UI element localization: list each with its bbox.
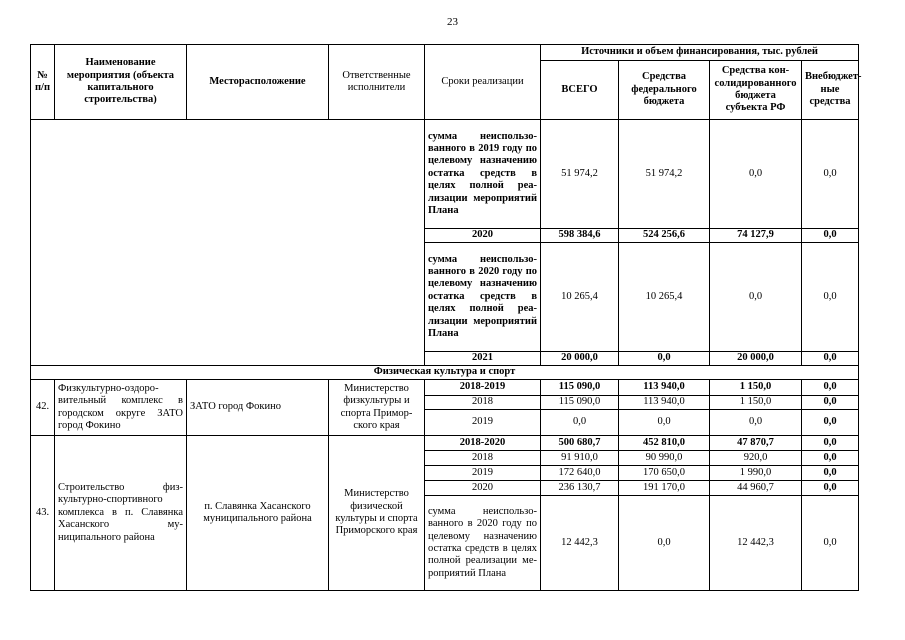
period-cell: 2019 [425,466,541,481]
total-cell: 115 090,0 [541,396,619,410]
offbudget-cell: 0,0 [802,229,859,243]
federal-cell: 0,0 [619,496,710,591]
regional-cell: 1 150,0 [710,380,802,396]
offbudget-cell: 0,0 [802,410,859,436]
regional-cell: 12 442,3 [710,496,802,591]
offbudget-cell: 0,0 [802,466,859,481]
regional-cell: 1 990,0 [710,466,802,481]
header-federal: Средства федерального бюджета [619,61,710,120]
section-title: Физическая культура и спорт [31,366,859,380]
offbudget-cell: 0,0 [802,380,859,396]
federal-cell: 113 940,0 [619,396,710,410]
regional-cell: 1 150,0 [710,396,802,410]
total-cell: 115 090,0 [541,380,619,396]
header-location: Месторасположение [187,45,329,120]
item-responsible: Министерство физкультуры и спорта Приморского края [329,380,425,436]
header-offbudget: Внебюджетные средства [802,61,859,120]
federal-cell: 51 974,2 [619,120,710,229]
period-cell: сумма неиспользованного в 2020 году по целевому назначению остатка средств в целях полной реализации мероприятий Плана [425,496,541,591]
federal-cell: 170 650,0 [619,466,710,481]
header-sources: Источники и объем финансирования, тыс. рублей [541,45,859,61]
header-num: № п/п [31,45,55,120]
total-cell: 236 130,7 [541,481,619,496]
offbudget-cell: 0,0 [802,120,859,229]
total-cell: 0,0 [541,410,619,436]
offbudget-cell: 0,0 [802,496,859,591]
header-responsible: Ответственные исполнители [329,45,425,120]
page-number: 23 [447,16,458,28]
table-row [31,120,859,229]
financing-table [30,44,862,591]
header-regional: Средства консолидированного бюджета субъекта РФ [710,61,802,120]
period-cell: 2021 [425,352,541,366]
federal-cell: 452 810,0 [619,436,710,451]
total-cell: 500 680,7 [541,436,619,451]
regional-cell: 0,0 [710,410,802,436]
regional-cell: 74 127,9 [710,229,802,243]
offbudget-cell: 0,0 [802,243,859,352]
total-cell: 598 384,6 [541,229,619,243]
total-cell: 12 442,3 [541,496,619,591]
period-cell: сумма неиспользованного в 2019 году по целевому назначению остатка средств в целях полной реализации мероприятий Плана [425,120,541,229]
offbudget-cell: 0,0 [802,436,859,451]
period-cell: 2018 [425,396,541,410]
regional-cell: 47 870,7 [710,436,802,451]
item-responsible: Министерство физической культуры и спорта Приморского края [329,436,425,591]
total-cell: 20 000,0 [541,352,619,366]
section-row [31,366,859,380]
table-row [31,380,859,396]
header-total: ВСЕГО [541,61,619,120]
offbudget-cell: 0,0 [802,396,859,410]
federal-cell: 524 256,6 [619,229,710,243]
federal-cell: 0,0 [619,352,710,366]
item-number: 43. [31,436,55,591]
federal-cell: 191 170,0 [619,481,710,496]
federal-cell: 10 265,4 [619,243,710,352]
table-row [31,436,859,451]
period-cell: 2020 [425,481,541,496]
period-cell: 2018-2020 [425,436,541,451]
offbudget-cell: 0,0 [802,481,859,496]
regional-cell: 0,0 [710,243,802,352]
offbudget-cell: 0,0 [802,352,859,366]
item-number: 42. [31,380,55,436]
regional-cell: 44 960,7 [710,481,802,496]
offbudget-cell: 0,0 [802,451,859,466]
item-name: Строительство физкультурно-спортивного комплекса в п. Славянка Хасанского муниципального района [55,436,187,591]
regional-cell: 20 000,0 [710,352,802,366]
header-period: Сроки реализации [425,45,541,120]
total-cell: 91 910,0 [541,451,619,466]
regional-cell: 0,0 [710,120,802,229]
period-cell: 2019 [425,410,541,436]
total-cell: 10 265,4 [541,243,619,352]
total-cell: 51 974,2 [541,120,619,229]
regional-cell: 920,0 [710,451,802,466]
header-name: Наименование мероприятия (объекта капитального строительства) [55,45,187,120]
item-location: ЗАТО город Фокино [187,380,329,436]
period-cell: 2018-2019 [425,380,541,396]
period-cell: 2018 [425,451,541,466]
empty-continuation-cell [31,120,425,366]
item-location: п. Славянка Хасанского муниципального района [187,436,329,591]
total-cell: 172 640,0 [541,466,619,481]
federal-cell: 113 940,0 [619,380,710,396]
period-cell: 2020 [425,229,541,243]
item-name: Физкультурно-оздоровительный комплекс в городском округе ЗАТО город Фокино [55,380,187,436]
federal-cell: 0,0 [619,410,710,436]
federal-cell: 90 990,0 [619,451,710,466]
period-cell: сумма неиспользованного в 2020 году по целевому назначению остатка средств в целях полной реализации мероприятий Плана [425,243,541,352]
